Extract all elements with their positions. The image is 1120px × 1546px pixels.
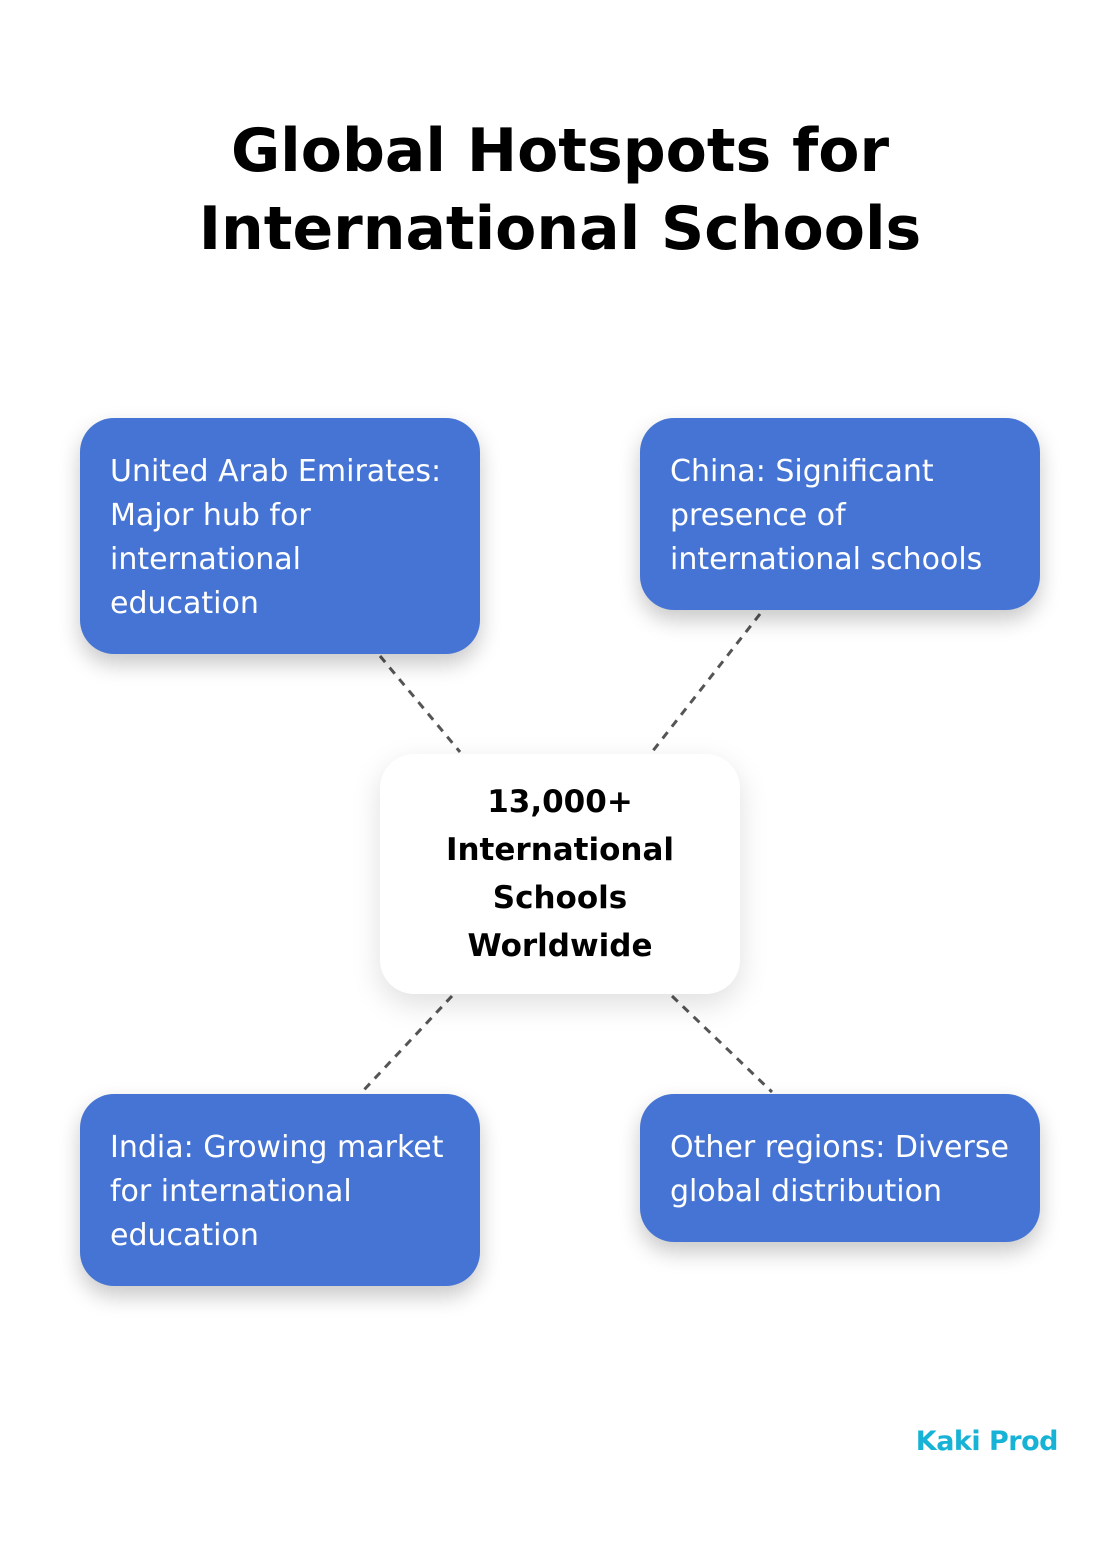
page-title: Global Hotspots for International Schools [198, 116, 922, 264]
connector-china [652, 614, 760, 752]
brand-logo: Kaki Prod [915, 1426, 1058, 1457]
connector-other [672, 996, 772, 1092]
node-center [380, 754, 740, 994]
node-india: India: Growing market for international education [80, 1094, 480, 1286]
connector-uae [380, 656, 460, 752]
node-other: Other regions: Diverse global distribution [640, 1094, 1040, 1242]
center-label: 13,000+ International Schools Worldwide [445, 784, 675, 964]
node-uae: United Arab Emirates: Major hub for international education [80, 418, 480, 654]
connector-india [362, 996, 452, 1092]
node-china: China: Significant presence of international schools [640, 418, 1040, 610]
